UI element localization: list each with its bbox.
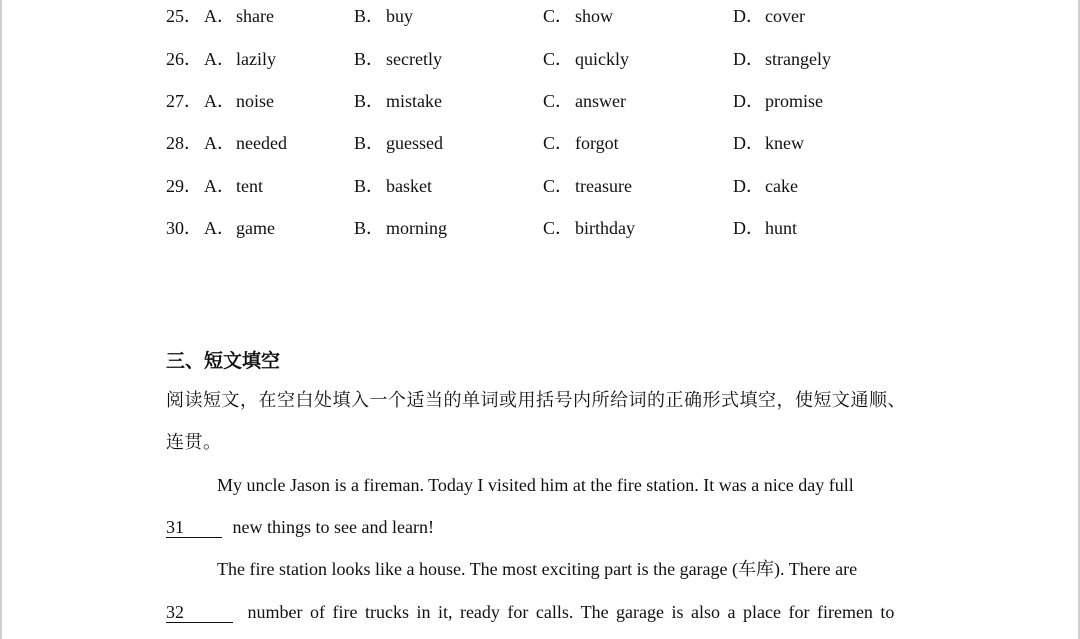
question-number: 29． <box>166 176 202 196</box>
option-d-text: promise <box>765 91 823 111</box>
option-letter-b: B． <box>354 6 385 26</box>
option-c <box>543 216 635 240</box>
option-letter-d: D． <box>733 6 764 26</box>
option-c <box>543 89 626 113</box>
option-d <box>733 216 797 240</box>
question-number: 26． <box>166 49 202 69</box>
option-c <box>543 131 619 155</box>
passage-p1-line2-text: new things to see and learn! <box>232 517 434 537</box>
option-letter-b: B． <box>354 176 385 196</box>
option-letter-d: D． <box>733 176 764 196</box>
blank-32[interactable]: 32 <box>166 602 233 623</box>
option-b-text: buy <box>386 6 413 26</box>
option-letter-c: C． <box>543 6 574 26</box>
option-a <box>204 4 274 28</box>
option-d <box>733 47 831 71</box>
option-b-text: morning <box>386 218 447 238</box>
option-a <box>204 174 263 198</box>
option-c <box>543 4 613 28</box>
option-d <box>733 131 804 155</box>
option-b-text: basket <box>386 176 432 196</box>
option-d-text: hunt <box>765 218 798 238</box>
option-letter-a: A． <box>204 6 235 26</box>
passage-p2-line2-text: number of fire trucks in it, ready for calls. The garage is also a place for firemen to <box>247 602 895 622</box>
page-left-edge <box>0 0 2 639</box>
option-letter-a: A． <box>204 133 235 153</box>
option-a-text: share <box>236 6 274 26</box>
option-c-text: show <box>575 6 614 26</box>
option-letter-c: C． <box>543 176 574 196</box>
option-b <box>354 216 447 240</box>
section-title: 三、短文填空 <box>166 351 281 372</box>
option-d <box>733 89 823 113</box>
option-d-text: cover <box>765 6 805 26</box>
option-letter-d: D． <box>733 218 764 238</box>
option-b <box>354 89 442 113</box>
instruction-line-2: 连贯。 <box>166 432 222 452</box>
option-a <box>204 216 275 240</box>
question-number: 27． <box>166 91 202 111</box>
option-c <box>543 174 632 198</box>
option-c-text: treasure <box>575 176 632 196</box>
option-letter-d: D． <box>733 133 764 153</box>
option-a-text: game <box>236 218 275 238</box>
passage-p1-line2 <box>166 515 434 539</box>
option-d-text: strangely <box>765 49 831 69</box>
question-number: 28． <box>166 133 202 153</box>
option-b-text: secretly <box>386 49 442 69</box>
question-number: 30． <box>166 218 202 238</box>
option-letter-a: A． <box>204 91 235 111</box>
option-letter-c: C． <box>543 91 574 111</box>
option-a-text: lazily <box>236 49 276 69</box>
option-letter-b: B． <box>354 49 385 69</box>
option-a <box>204 131 287 155</box>
option-d <box>733 4 805 28</box>
option-letter-c: C． <box>543 218 574 238</box>
option-letter-c: C． <box>543 49 574 69</box>
instruction-line-1: 阅读短文，在空白处填入一个适当的单词或用括号内所给词的正确形式填空，使短文通顺、 <box>166 390 906 410</box>
option-c-text: answer <box>575 91 626 111</box>
passage-p1-line1: My uncle Jason is a fireman. Today I visited him at the fire station. It was a nice day full <box>217 475 854 495</box>
option-d-text: cake <box>765 176 798 196</box>
option-b-text: guessed <box>386 133 443 153</box>
question-number: 25． <box>166 6 202 26</box>
option-c-text: quickly <box>575 49 629 69</box>
option-c <box>543 47 629 71</box>
option-letter-c: C． <box>543 133 574 153</box>
option-a-text: noise <box>236 91 274 111</box>
option-letter-d: D． <box>733 91 764 111</box>
option-letter-b: B． <box>354 218 385 238</box>
option-letter-a: A． <box>204 49 235 69</box>
passage-p2-line1: The fire station looks like a house. The most exciting part is the garage (车库). There are <box>217 559 858 579</box>
option-d-text: knew <box>765 133 804 153</box>
option-b <box>354 131 443 155</box>
option-letter-b: B． <box>354 91 385 111</box>
option-letter-b: B． <box>354 133 385 153</box>
option-c-text: forgot <box>575 133 619 153</box>
option-letter-a: A． <box>204 218 235 238</box>
option-b <box>354 47 442 71</box>
option-b <box>354 4 413 28</box>
option-b-text: mistake <box>386 91 442 111</box>
blank-31[interactable]: 31 <box>166 517 222 538</box>
option-a <box>204 89 274 113</box>
option-a-text: needed <box>236 133 287 153</box>
option-c-text: birthday <box>575 218 635 238</box>
option-a-text: tent <box>236 176 263 196</box>
option-letter-d: D． <box>733 49 764 69</box>
option-letter-a: A． <box>204 176 235 196</box>
passage-p2-line2 <box>166 600 922 624</box>
option-b <box>354 174 432 198</box>
option-d <box>733 174 798 198</box>
option-a <box>204 47 276 71</box>
